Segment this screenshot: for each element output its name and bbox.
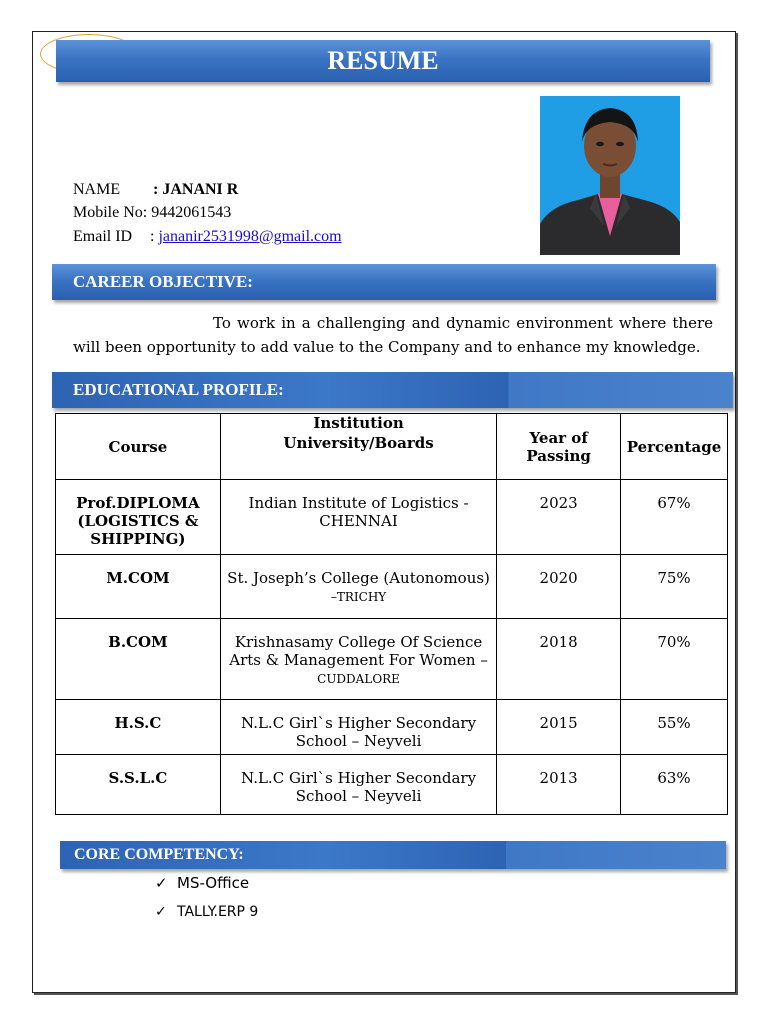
institution-cell <box>220 700 496 755</box>
name-value: : JANANI R <box>153 181 239 198</box>
name-line <box>73 181 238 199</box>
email-separator: : <box>150 228 155 245</box>
table-row <box>56 700 728 755</box>
education-table <box>55 413 728 815</box>
course-cell: B.COM <box>56 619 221 700</box>
email-link[interactable]: jananir2531998@gmail.com <box>158 228 342 245</box>
percentage-cell: 63% <box>621 755 728 815</box>
competency-item <box>155 904 258 920</box>
percentage-cell: 70% <box>621 619 728 700</box>
career-objective-banner: CAREER OBJECTIVE: <box>52 264 716 300</box>
mobile-label: Mobile No: <box>73 204 148 221</box>
course-cell: M.COM <box>56 555 221 619</box>
portrait-icon <box>540 96 680 255</box>
institution-text: Krishnasamy College Of Science Arts & Management For Women – <box>229 633 488 669</box>
institution-cell <box>220 480 496 555</box>
mobile-value: 9442061543 <box>151 204 232 221</box>
mobile-line <box>73 204 231 222</box>
institution-cell <box>220 555 496 619</box>
institution-text: N.L.C Girl`s Higher Secondary School – Neyveli <box>241 714 477 750</box>
header-year-line2: Passing <box>526 446 591 465</box>
percentage-cell: 75% <box>621 555 728 619</box>
header-institution-line1: Institution <box>313 414 404 432</box>
name-label: NAME <box>73 181 121 198</box>
header-institution <box>220 414 496 480</box>
competency-label: MS-Office <box>177 874 250 892</box>
year-cell: 2013 <box>497 755 621 815</box>
check-icon: ✓ <box>155 904 167 920</box>
resume-title-banner: RESUME <box>56 40 710 82</box>
institution-cell <box>220 755 496 815</box>
course-cell: S.S.L.C <box>56 755 221 815</box>
profile-photo <box>540 96 680 255</box>
email-line <box>73 228 342 246</box>
institution-text: St. Joseph’s College (Autonomous) <box>227 569 490 587</box>
core-competency-banner: CORE COMPETENCY: <box>60 841 726 869</box>
institution-small: CUDDALORE <box>317 672 400 686</box>
table-row <box>56 755 728 815</box>
email-label: Email ID <box>73 228 133 245</box>
header-course: Course <box>56 414 221 480</box>
competency-item <box>155 874 249 892</box>
year-cell: 2023 <box>497 480 621 555</box>
header-year <box>497 414 621 480</box>
year-cell: 2018 <box>497 619 621 700</box>
percentage-cell: 55% <box>621 700 728 755</box>
institution-text: Indian Institute of Logistics - CHENNAI <box>248 494 469 530</box>
header-percentage: Percentage <box>621 414 728 480</box>
institution-cell <box>220 619 496 700</box>
percentage-cell: 67% <box>621 480 728 555</box>
course-cell: H.S.C <box>56 700 221 755</box>
institution-small: –TRICHY <box>330 590 387 604</box>
educational-profile-banner: EDUCATIONAL PROFILE: <box>52 372 733 408</box>
table-header-row <box>56 414 728 480</box>
table-row <box>56 619 728 700</box>
header-institution-line2: University/Boards <box>283 434 434 452</box>
year-cell: 2020 <box>497 555 621 619</box>
header-year-line1: Year of <box>529 428 588 447</box>
course-cell: Prof.DIPLOMA (LOGISTICS & SHIPPING) <box>56 480 221 555</box>
table-row <box>56 480 728 555</box>
institution-text: N.L.C Girl`s Higher Secondary School – Neyveli <box>241 769 477 805</box>
table-row <box>56 555 728 619</box>
competency-label: TALLY.ERP 9 <box>177 904 259 920</box>
check-icon: ✓ <box>155 874 168 892</box>
year-cell: 2015 <box>497 700 621 755</box>
objective-text: To work in a challenging and dynamic environment where there will been opportunity to add value to the Company and to enhance my knowledge. <box>73 314 713 356</box>
